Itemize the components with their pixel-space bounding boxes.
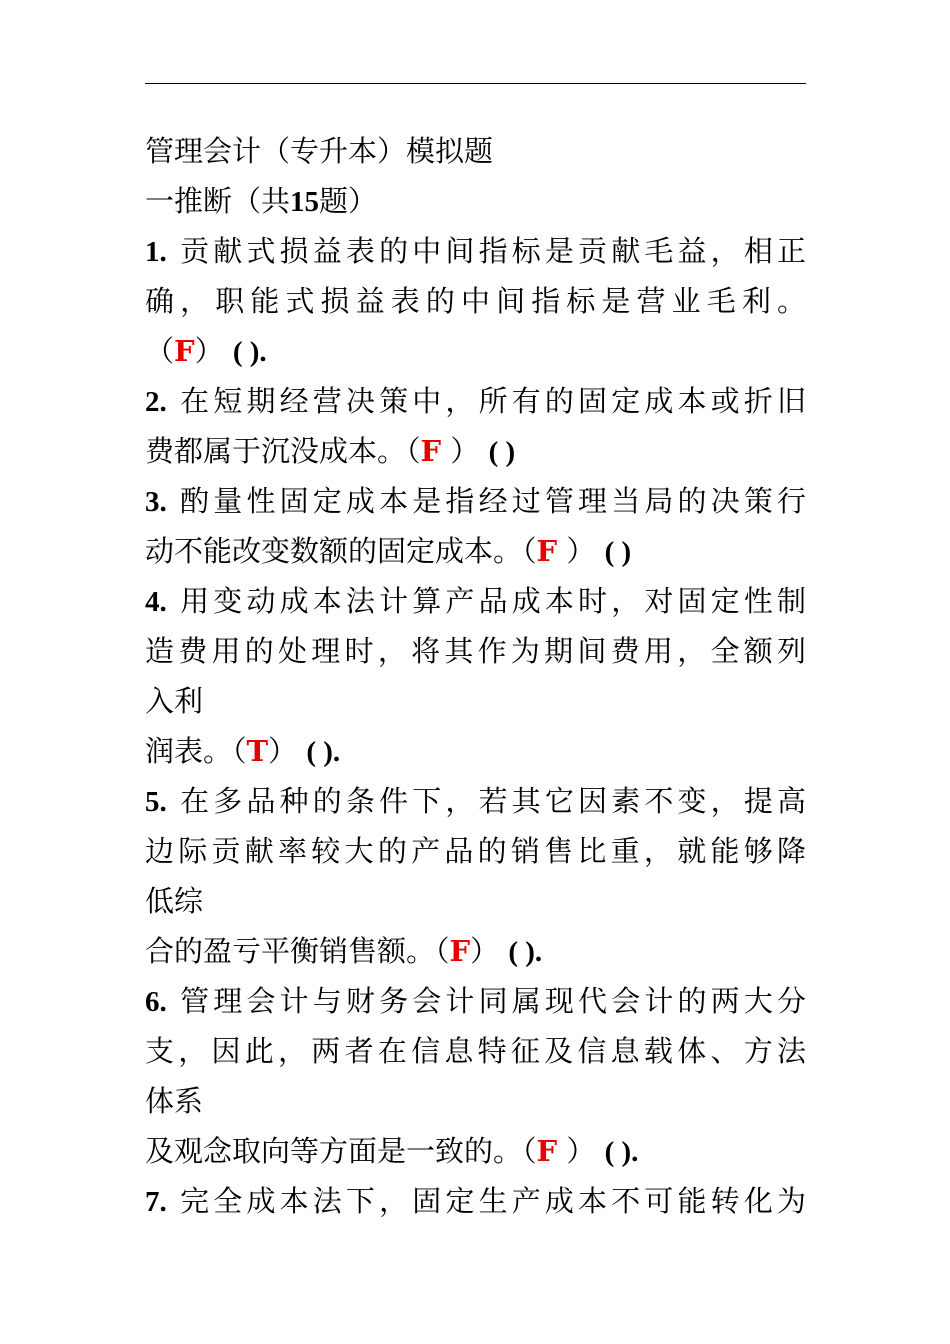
question-2-line-2 — [145, 426, 806, 476]
question-6-number: 6. — [145, 986, 167, 1018]
document-title: 管理会计（专升本）模拟题 — [145, 134, 494, 168]
document-body — [145, 126, 806, 1226]
question-5-text-3: 低综 — [145, 884, 204, 918]
section-heading-prefix: 一推断（共 — [145, 184, 291, 218]
question-4-text-2: 造费用的处理时，将其作为期间费用，全额列 — [145, 634, 806, 668]
question-1-number: 1. — [145, 236, 167, 268]
question-2-text-2: 费都属于沉没成本。 — [145, 434, 407, 468]
question-4-answer: T — [246, 734, 269, 768]
question-6-answer: F — [536, 1134, 558, 1168]
question-1-answer-line — [145, 326, 806, 376]
question-1-answer-open: （ — [145, 334, 175, 368]
question-5-text-1: 在多品种的条件下，若其它因素不变，提高 — [180, 784, 806, 818]
question-5-answer-close: ） — [470, 934, 500, 968]
question-7-text-1: 完全成本法下，固定生产成本不可能转化为 — [180, 1184, 806, 1218]
question-5-answer: F — [449, 934, 471, 968]
section-question-count: 15 — [290, 186, 320, 218]
question-2-answer-open: （ — [406, 434, 421, 468]
question-4-text-1: 用变动成本法计算产品成本时，对固定性制 — [180, 584, 806, 618]
question-4-line-4 — [145, 726, 806, 776]
question-4-line-3 — [145, 676, 806, 726]
question-4-blank: ( ). — [306, 736, 341, 768]
question-5-text-2: 边际贡献率较大的产品的销售比重，就能够降 — [145, 834, 806, 868]
question-1-text-2: 确，职能式损益表的中间指标是营业毛利。 — [145, 284, 806, 318]
question-1-answer-close: ） — [194, 334, 224, 368]
question-1-blank: ( ). — [232, 336, 267, 368]
question-2-answer-close: ） — [450, 434, 480, 468]
header-rule — [145, 83, 806, 84]
question-6-line-3 — [145, 1076, 806, 1126]
question-3-answer: F — [536, 534, 558, 568]
question-3-line-1 — [145, 476, 806, 526]
question-3-answer-close: ） — [566, 534, 596, 568]
question-7-line-1 — [145, 1176, 806, 1226]
question-6-blank: ( ). — [604, 1136, 639, 1168]
question-1-line-1 — [145, 226, 806, 276]
question-2-blank: ( ) — [488, 436, 516, 468]
question-4-text-3: 入利 — [145, 684, 204, 718]
question-3-text-1: 酌量性固定成本是指经过管理当局的决策行 — [180, 484, 806, 518]
question-4-line-1 — [145, 576, 806, 626]
question-6-text-3: 体系 — [145, 1084, 204, 1118]
question-4-line-2 — [145, 626, 806, 676]
question-3-answer-open: （ — [522, 534, 537, 568]
question-5-line-4 — [145, 926, 806, 976]
question-5-answer-open: （ — [435, 934, 450, 968]
question-4-text-4: 润表。 — [145, 734, 233, 768]
question-4-answer-open: （ — [232, 734, 247, 768]
question-2-answer: F — [420, 434, 442, 468]
question-3-text-2: 动不能改变数额的固定成本。 — [145, 534, 523, 568]
question-6-line-4 — [145, 1126, 806, 1176]
question-6-line-1 — [145, 976, 806, 1026]
question-5-line-2 — [145, 826, 806, 876]
question-6-text-1: 管理会计与财务会计同属现代会计的两大分 — [180, 984, 806, 1018]
question-5-text-4: 合的盈亏平衡销售额。 — [145, 934, 436, 968]
question-3-blank: ( ) — [604, 536, 632, 568]
question-5-line-1 — [145, 776, 806, 826]
question-5-blank: ( ). — [508, 936, 543, 968]
question-2-line-1 — [145, 376, 806, 426]
section-heading — [145, 176, 806, 226]
question-7-number: 7. — [145, 1186, 167, 1218]
question-4-answer-close: ） — [268, 734, 298, 768]
question-1-answer: F — [174, 334, 195, 368]
question-6-line-2 — [145, 1026, 806, 1076]
question-6-answer-close: ） — [566, 1134, 596, 1168]
question-1-text-1: 贡献式损益表的中间指标是贡献毛益，相正 — [180, 234, 806, 268]
question-4-number: 4. — [145, 586, 167, 618]
section-heading-suffix: 题） — [319, 184, 378, 218]
question-5-number: 5. — [145, 786, 167, 818]
question-2-text-1: 在短期经营决策中，所有的固定成本或折旧 — [180, 384, 806, 418]
question-1-line-2 — [145, 276, 806, 326]
question-3-line-2 — [145, 526, 806, 576]
question-6-text-4: 及观念取向等方面是一致的。 — [145, 1134, 523, 1168]
question-5-line-3 — [145, 876, 806, 926]
question-3-number: 3. — [145, 486, 167, 518]
question-6-text-2: 支，因此，两者在信息特征及信息载体、方法 — [145, 1034, 806, 1068]
question-6-answer-open: （ — [522, 1134, 537, 1168]
question-2-number: 2. — [145, 386, 167, 418]
